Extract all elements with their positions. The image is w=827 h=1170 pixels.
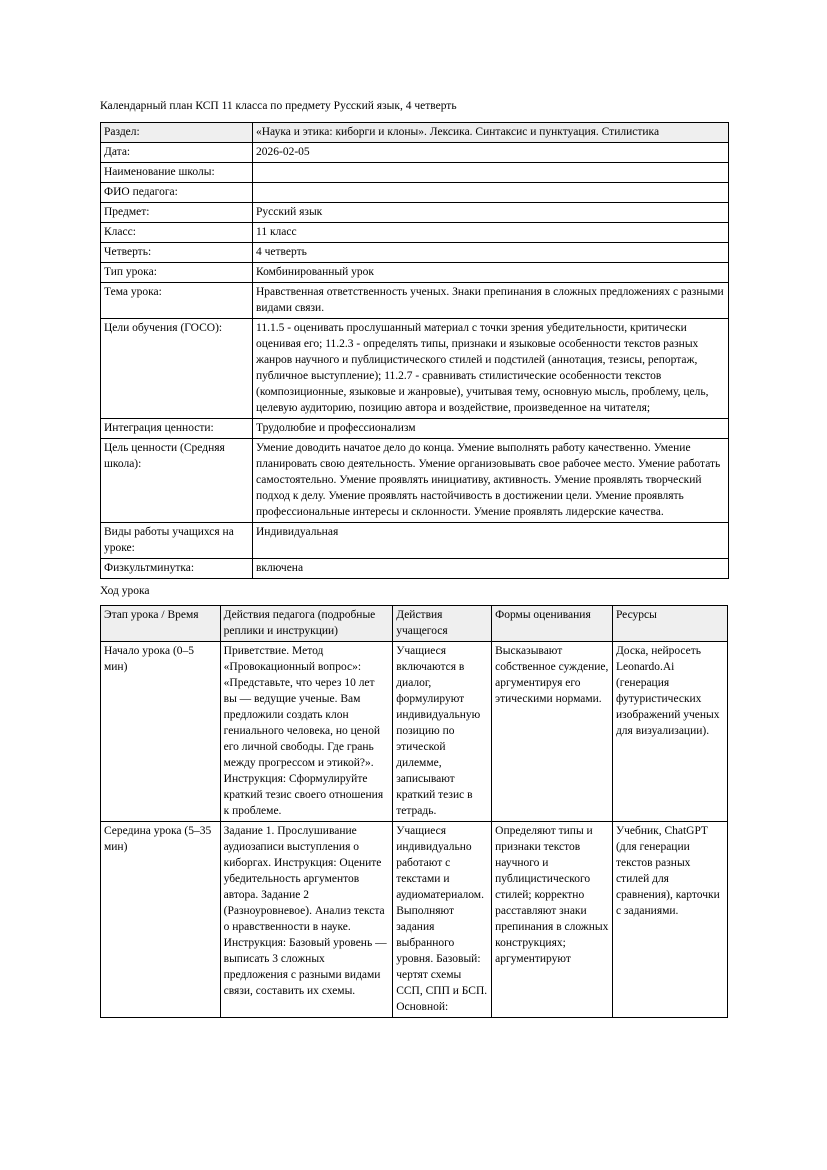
- info-row-value: Индивидуальная: [253, 523, 729, 559]
- flow-student-actions-cell: Учащиеся включаются в диалог, формулируют индивидуальную позицию по этической дилемме, записывают краткий тезис в тетрадь.: [393, 642, 492, 822]
- flow-assessment-cell: Высказывают собственное суждение, аргументируя его этическими нормами.: [492, 642, 613, 822]
- table-row: [101, 183, 729, 203]
- info-row-label: Цели обучения (ГОСО):: [101, 319, 253, 419]
- flow-resources-cell: Доска, нейросеть Leonardo.Ai (генерация футуристических изображений ученых для визуализации).: [612, 642, 727, 822]
- lesson-flow-table: [100, 605, 728, 1018]
- info-row-value: Трудолюбие и профессионализм: [253, 419, 729, 439]
- info-row-label: Интеграция ценности:: [101, 419, 253, 439]
- info-row-value: Нравственная ответственность ученых. Знаки препинания в сложных предложениях с разными видами связи.: [253, 283, 729, 319]
- table-row: [101, 319, 729, 419]
- table-row: [101, 243, 729, 263]
- info-row-label: Виды работы учащихся на уроке:: [101, 523, 253, 559]
- table-row: [101, 283, 729, 319]
- lesson-flow-body: [101, 642, 728, 1018]
- table-header-row: [101, 606, 728, 642]
- table-row: [101, 559, 729, 579]
- flow-resources-cell: Учебник, ChatGPT (для генерации текстов разных стилей для сравнения), карточки с заданиями.: [612, 822, 727, 1018]
- info-row-label: Раздел:: [101, 123, 253, 143]
- table-row: [101, 822, 728, 1018]
- info-row-label: Цель ценности (Средняя школа):: [101, 439, 253, 523]
- flow-stage-cell: Начало урока (0–5 мин): [101, 642, 221, 822]
- info-row-value: Умение доводить начатое дело до конца. Умение выполнять работу качественно. Умение планировать свою деятельность. Умение организовывать свое рабочее место. Умение работать самостоятельно. Умение проявлять инициативу, активность. Умение проявлять творческий подход к делу. Умение проявлять настойчивость в достижении цели. Умение проявлять профессиональные интересы и склонности. Умение проявлять лидерские качества.: [253, 439, 729, 523]
- flow-column-header: Действия педагога (подробные реплики и инструкции): [220, 606, 393, 642]
- table-row: [101, 123, 729, 143]
- table-row: [101, 263, 729, 283]
- table-row: [101, 439, 729, 523]
- info-row-label: Физкультминутка:: [101, 559, 253, 579]
- lesson-flow-heading: Ход урока: [100, 585, 150, 597]
- table-row: [101, 223, 729, 243]
- flow-student-actions-cell: Учащиеся индивидуально работают с текстами и аудиоматериалом. Выполняют задания выбранного уровня. Базовый: чертят схемы ССП, СПП и БСП. Основной:: [393, 822, 492, 1018]
- table-row: [101, 642, 728, 822]
- lesson-flow-header: [101, 606, 728, 642]
- flow-teacher-actions-cell: Задание 1. Прослушивание аудиозаписи выступления о киборгах. Инструкция: Оцените убедительность аргументов автора. Задание 2 (Разноуровневое). Анализ текста о нравственности в науке. Инструкция: Базовый уровень — выписать 3 сложных предложения с разными видами связи, составить их схемы.: [220, 822, 393, 1018]
- table-row: [101, 419, 729, 439]
- info-row-label: Тема урока:: [101, 283, 253, 319]
- info-row-value: 4 четверть: [253, 243, 729, 263]
- info-row-label: Наименование школы:: [101, 163, 253, 183]
- flow-column-header: Действия учащегося: [393, 606, 492, 642]
- info-row-value: Русский язык: [253, 203, 729, 223]
- info-row-value: 11 класс: [253, 223, 729, 243]
- info-row-value: включена: [253, 559, 729, 579]
- flow-column-header: Формы оценивания: [492, 606, 613, 642]
- info-row-label: Четверть:: [101, 243, 253, 263]
- flow-column-header: Этап урока / Время: [101, 606, 221, 642]
- info-row-label: Предмет:: [101, 203, 253, 223]
- info-row-label: Класс:: [101, 223, 253, 243]
- flow-column-header: Ресурсы: [612, 606, 727, 642]
- info-row-value: «Наука и этика: киборги и клоны». Лексика. Синтаксис и пунктуация. Стилистика: [253, 123, 729, 143]
- lesson-flow-wrapper: [100, 605, 728, 1018]
- info-row-value: Комбинированный урок: [253, 263, 729, 283]
- table-row: [101, 523, 729, 559]
- table-row: [101, 163, 729, 183]
- document-content: [100, 98, 728, 1018]
- info-row-value: [253, 183, 729, 203]
- table-row: [101, 143, 729, 163]
- info-row-value: 2026-02-05: [253, 143, 729, 163]
- info-row-value: 11.1.5 - оценивать прослушанный материал с точки зрения убедительности, критически оценивая его; 11.2.3 - определять типы, признаки и языковые особенности текстов разных жанров научного и публицистического стилей и подстилей (аннотация, тезисы, репортаж, публичное выступление); 11.2.7 - сравнивать стилистические особенности текстов (композиционные, языковые и жанровые), учитывая тему, основную мысль, проблему, цель, целевую аудиторию, позицию автора и воздействие, произведенное на читателя;: [253, 319, 729, 419]
- info-row-label: Тип урока:: [101, 263, 253, 283]
- page-title: Календарный план КСП 11 класса по предмету Русский язык, 4 четверть: [100, 100, 457, 112]
- flow-assessment-cell: Определяют типы и признаки текстов научного и публицистического стилей; корректно расставляют знаки препинания в сложных конструкциях; аргументируют: [492, 822, 613, 1018]
- lesson-info-table: [100, 122, 729, 579]
- lesson-info-body: [101, 123, 729, 579]
- info-row-label: ФИО педагога:: [101, 183, 253, 203]
- info-row-value: [253, 163, 729, 183]
- flow-teacher-actions-cell: Приветствие. Метод «Провокационный вопрос»: «Представьте, что через 10 лет вы — ведущие ученые. Вам предложили создать клон гениального человека, но ценой его личной свободы. Где грань между прогрессом и этикой?». Инструкция: Сформулируйте краткий тезис своего отношения к проблеме.: [220, 642, 393, 822]
- table-row: [101, 203, 729, 223]
- flow-stage-cell: Середина урока (5–35 мин): [101, 822, 221, 1018]
- info-row-label: Дата:: [101, 143, 253, 163]
